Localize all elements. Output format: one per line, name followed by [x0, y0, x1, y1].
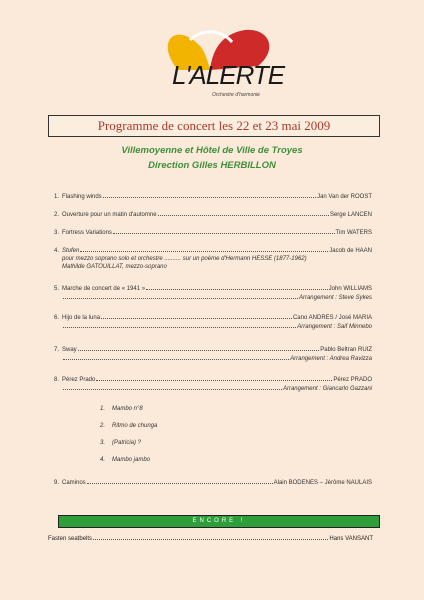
item-composer: John WILLIAMS: [328, 286, 372, 292]
program-item: [54, 286, 372, 301]
item-title: Fasten seatbelts: [48, 536, 93, 542]
item-composer: Cano ANDRES / José MARIA: [292, 315, 372, 321]
item-number: 3.: [54, 230, 60, 236]
item-composer: Pablo Beltran RUIZ: [320, 347, 372, 353]
program-item: [54, 248, 372, 270]
item-number: 2.: [54, 212, 60, 218]
item-number: 4.: [54, 248, 60, 254]
list-item: 2. Ritmo de chunga: [100, 423, 158, 429]
program-item: [54, 230, 372, 236]
item-composer: Tim WATERS: [335, 230, 372, 236]
item-arrangement: Arrangement : Andrea Ravizza: [290, 356, 372, 362]
program-item: [54, 347, 372, 362]
item-composer: Hans VANSANT: [329, 536, 373, 542]
item-number: 6.: [54, 315, 60, 321]
encore-banner: ENCORE !: [58, 515, 380, 528]
encore-item: [48, 536, 373, 542]
item-title: Fortress Variations: [62, 230, 112, 236]
list-item: 1. Mambo n°8: [100, 406, 143, 412]
item-composer: Alain BODENES – Jérôme NAULAIS: [273, 480, 372, 486]
item-soloist: Mathilde GATOUILLAT, mezzo-soprano: [62, 264, 167, 270]
item-detail: sur un poème d'Hermann HESSE (1877-1962): [182, 256, 307, 262]
item-number: 8.: [54, 377, 60, 383]
venue: Villemoyenne et Hôtel de Ville de Troyes: [121, 145, 303, 156]
program-item: [54, 212, 372, 218]
item-arrangement: Arrangement : Giancarlo Gazzani: [282, 386, 372, 392]
logo-subtitle: Orchestre d'harmonie: [212, 92, 260, 98]
item-arrangement: Arrangement : Steve Sykes: [298, 295, 372, 301]
list-item: 3. (Patricia) ?: [100, 440, 142, 446]
item-number: 7.: [54, 347, 60, 353]
item-number: 5.: [54, 286, 60, 292]
logo: [150, 22, 285, 102]
item-title: Marche de concert de « 1941 »: [62, 286, 146, 292]
item-arrangement: Arrangement : Saif Minnebo: [297, 324, 372, 330]
item-detail: pour mezzo soprano solo et orchestre ..........: [62, 256, 182, 262]
item-number: 9.: [54, 480, 60, 486]
item-composer: Serge LANCEN: [329, 212, 372, 218]
direction: Direction Gilles HERBILLON: [148, 160, 276, 171]
item-title: Ouverture pour un matin d'automne: [62, 212, 157, 218]
item-title: Flashing winds: [62, 194, 102, 200]
item-title: Stufen: [62, 248, 80, 254]
program-item: [54, 377, 372, 392]
item-title: Sway: [62, 347, 77, 353]
item-composer: Jan Van der ROOST: [317, 194, 372, 200]
item-title: Caminos: [62, 480, 86, 486]
programme-title-box: [48, 115, 380, 137]
program-item: [54, 480, 372, 486]
item-composer: Jacob de HAAN: [329, 248, 372, 254]
item-title: Hijo de la luna: [62, 315, 101, 321]
item-number: 1.: [54, 194, 60, 200]
logo-brand: L'ALERTE: [172, 60, 285, 90]
item-composer: Pérez PRADO: [333, 377, 372, 383]
program-item: [54, 315, 372, 330]
item-title: Pérez Prado: [62, 377, 96, 383]
list-item: 4. Mambo jambo: [100, 457, 151, 463]
program-item: [54, 194, 372, 200]
programme-title: Programme de concert les 22 et 23 mai 2009: [97, 118, 331, 133]
